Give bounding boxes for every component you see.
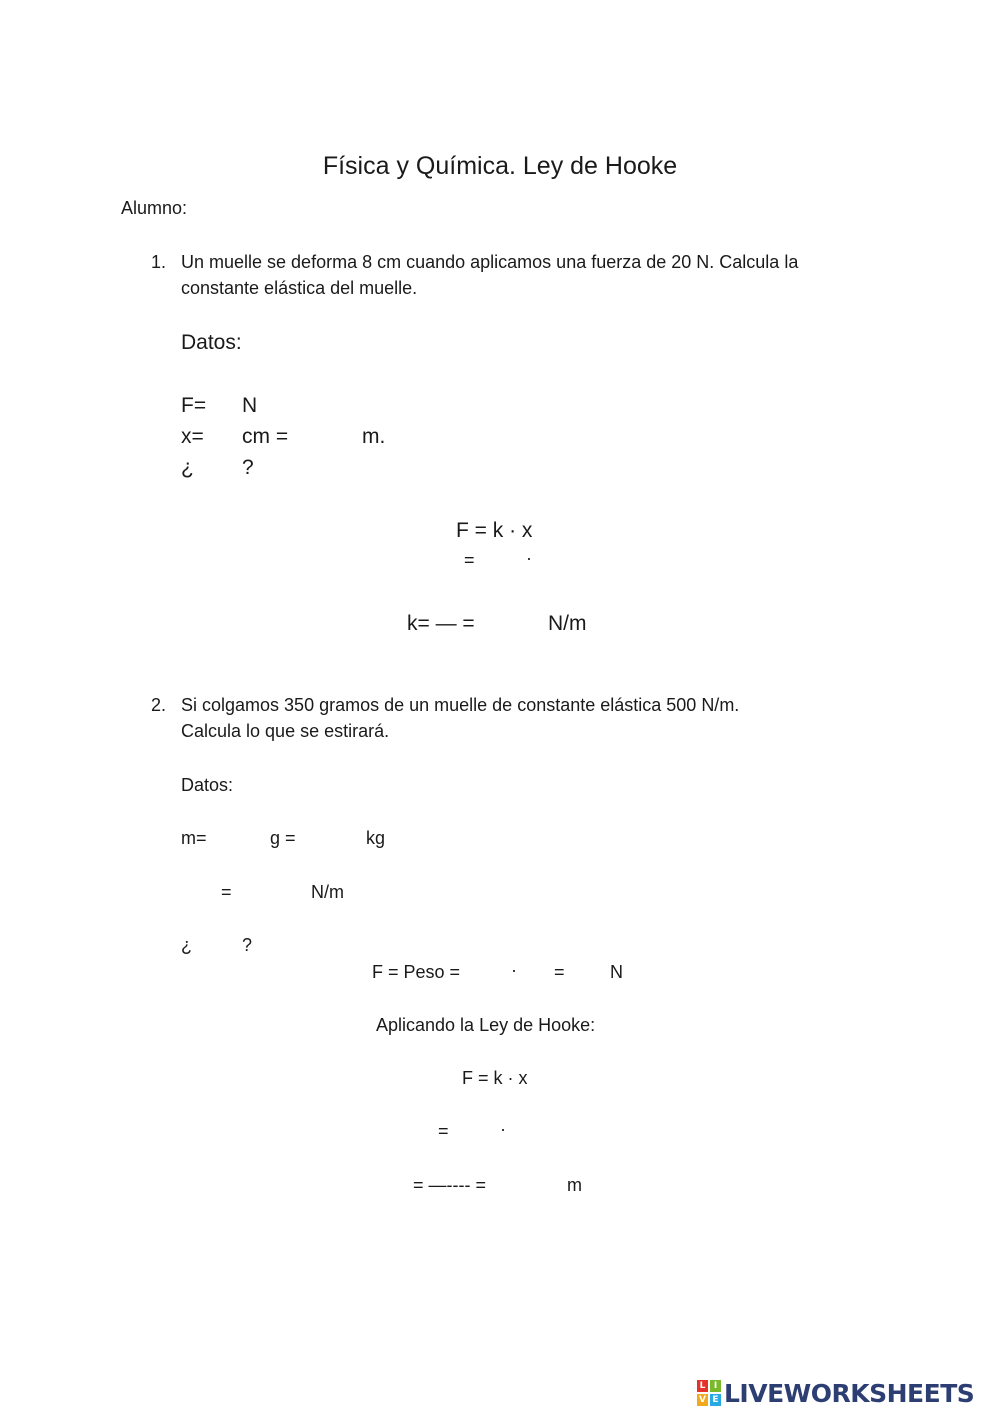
q1-f-unit: N (242, 394, 258, 417)
q2-peso-label: F = Peso = (372, 962, 461, 982)
q1-unknown-close: ? (242, 456, 254, 479)
liveworksheets-logo[interactable] (697, 1377, 974, 1409)
brand-mark-letter: V (697, 1394, 708, 1406)
q1-unknown-open: ¿ (181, 456, 194, 479)
student-label: Alumno: (121, 198, 188, 218)
q1-sub-eq: = (464, 550, 475, 570)
q1-x-unit-cm: cm = (242, 425, 289, 448)
q2-peso-dot: · (511, 960, 517, 980)
q1-formula: F = k · x (456, 519, 533, 542)
q2-sub-dot: · (500, 1119, 506, 1139)
q1-text-line2: constante elástica del muelle. (181, 278, 418, 298)
q1-x-unit-m: m. (362, 425, 386, 448)
q1-x-label: x= (181, 425, 204, 448)
q2-formula: F = k · x (462, 1068, 528, 1088)
q2-text-line1: Si colgamos 350 gramos de un muelle de constante elástica 500 N/m. (181, 695, 740, 715)
q1-datos-heading: Datos: (181, 331, 242, 354)
brand-mark-letter: E (710, 1394, 721, 1406)
page-title: Física y Química. Ley de Hooke (322, 152, 678, 180)
q2-x-result: = —---- = (413, 1175, 487, 1195)
q1-number: 1. (151, 252, 167, 272)
brand-mark-letter: L (697, 1380, 708, 1392)
q2-sub-eq: = (438, 1121, 449, 1141)
q2-number: 2. (151, 695, 167, 715)
q2-k-unit: N/m (311, 882, 344, 902)
q1-k-unit: N/m (548, 612, 587, 635)
q1-sub-dot: · (526, 548, 532, 568)
q2-m-label: m= (181, 828, 207, 848)
brand-mark-letter: I (710, 1380, 721, 1392)
q2-m-unit-kg: kg (366, 828, 386, 848)
q2-peso-eq: = (554, 962, 565, 982)
q1-k-result: k= — = (407, 612, 475, 635)
q2-hooke-label: Aplicando la Ley de Hooke: (376, 1015, 596, 1035)
q2-text-line2: Calcula lo que se estirará. (181, 721, 390, 741)
q2-unknown-close: ? (242, 935, 253, 955)
liveworksheets-wordmark: LIVEWORKSHEETS (724, 1378, 975, 1408)
liveworksheets-mark-icon (697, 1380, 721, 1406)
q2-datos-heading: Datos: (181, 775, 234, 795)
q2-m-unit-g: g = (270, 828, 296, 848)
q2-unknown-open: ¿ (181, 935, 192, 955)
q2-k-eq: = (221, 882, 232, 902)
q1-text-line1: Un muelle se deforma 8 cm cuando aplicamos una fuerza de 20 N. Calcula la (181, 252, 799, 272)
q1-f-label: F= (181, 394, 207, 417)
q2-peso-unit: N (610, 962, 623, 982)
q2-x-unit: m (567, 1175, 582, 1195)
